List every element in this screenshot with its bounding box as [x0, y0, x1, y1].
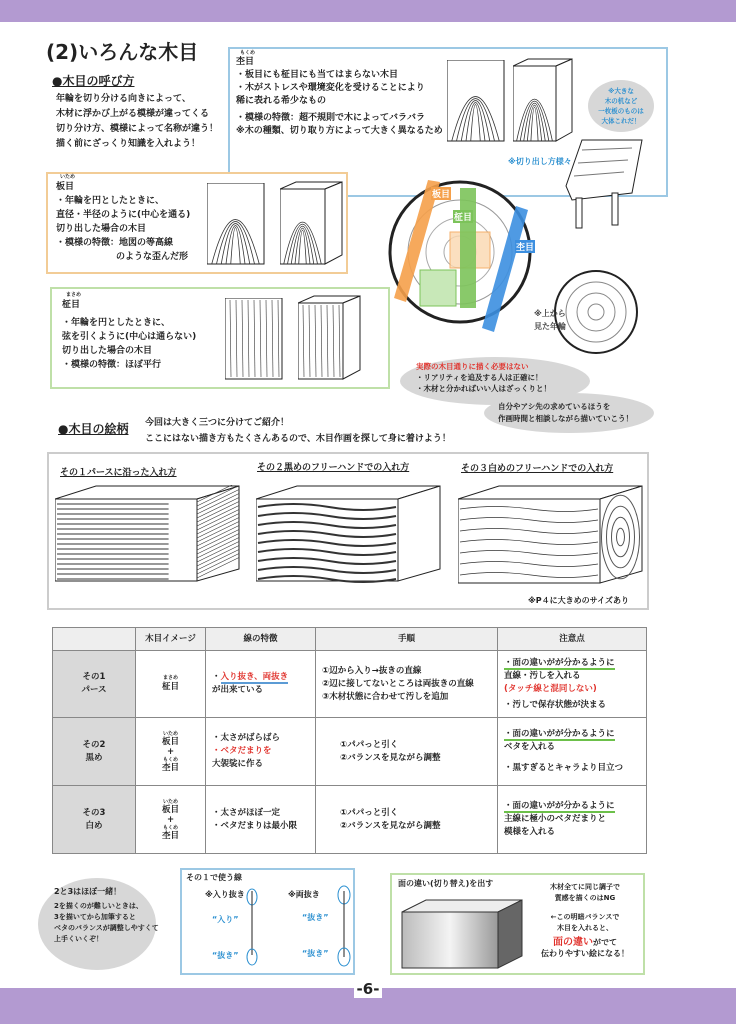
line-types-title: その１で使う線 — [186, 873, 242, 882]
table-row: その3 白め いため 板目 + もくめ 杢目 ・太さがほぼ一定 ・ベタだまりは最小限 ①パパっと引く ②バランスを見ながら調整 ・面の違いがが分かるように 主線に極小のベタだまりと 模様を入れる — [53, 786, 647, 854]
example-1-label: その１パースに沿った入れ方 — [60, 468, 177, 478]
masame-cut — [460, 188, 476, 308]
masame-block-front — [225, 298, 283, 380]
table-row: その2 黒め いため 板目 + もくめ 杢目 ・太さがばらばら ・ベタだまりを 大袈裟に作る ①パパっと引く ②バランスを見ながら調整 ・面の違いがが分かるように ベタを入れる ・黒すぎるとキャラより目立つ — [53, 718, 647, 786]
log-label-masame: 柾目 — [453, 210, 473, 223]
nuki-label: “抜き” — [212, 951, 239, 960]
nuki-top-label: “抜き” — [302, 913, 329, 922]
section-heading-patterns: ●木目の絵柄 — [58, 422, 129, 436]
block-front-face — [458, 499, 600, 583]
patterns-intro: 今回は大きく三つに分けてご紹介！ ここにはない描き方もたくさんあるので、木目作画を探して身に着けよう！ — [145, 418, 451, 444]
block-side-face — [325, 182, 342, 264]
example-2-block — [256, 485, 441, 583]
itame-block-front — [207, 183, 265, 265]
mokume-bubble: ※大きな 木の机など 一枚板のものは 大体これだ！ — [588, 80, 654, 132]
example-3-block — [458, 485, 643, 585]
itame-block-persp — [280, 181, 343, 265]
page-number: -6- — [0, 980, 736, 998]
advice-bubble: 自分やアシ先の求めているほうを 作画時間と相談しながら描いていこう！ — [484, 393, 654, 433]
face-box-title: 面の違い(切り替え)を出す — [398, 879, 494, 888]
iri-nuki-label: ※入り抜き — [205, 890, 245, 899]
masame-square-cut — [420, 270, 456, 306]
accuracy-bubble: 実際の木目通りに描く必要はない ・リアリティを追及する人は正確に！ ・木材と分かればいい人はざっくりと！ — [400, 357, 590, 405]
table-row: その1 パース まさめ 柾目 ・入り抜き、両抜き が出来ている ①辺から入り→抜きの直線 ②辺に接してないところは両抜きの直線 ③木材状態に合わせて汚しを追加 ・面の違いがが分かるように 直線・汚しを入れる (タッチ線と混同しない) ・汚しで保存状態が決まる — [53, 651, 647, 718]
stroke-diagram — [240, 885, 360, 970]
top-bar — [0, 0, 736, 22]
masame-block-persp — [298, 295, 361, 380]
larger-size-note: ※P４に大きめのサイズあり — [528, 596, 629, 605]
tip-bubble: 2と3はほぼ一緒！ 2を描くのが難しいときは、 3を描いてから加筆すると ベタのバランスが調整しやすくて 上手くいくぞ！ — [38, 878, 156, 970]
mokume-text: もくめ 杢目 ・板目にも柾目にも当てはまらない木目 ・木がストレスや環境変化を受けることにより 稀に表れる希少なもの ・模様の特徴：超不規則で木によってバラバラ ※木の種類、切り取り方によって大きく異なるため — [236, 50, 443, 136]
cut-note: ※切り出し方様々 — [508, 157, 572, 166]
block-side-face — [343, 296, 360, 379]
mokume-block-persp — [513, 58, 573, 142]
top-view-label: ※上から 見た年輪 — [534, 309, 566, 331]
table-illustration — [562, 138, 648, 233]
log-label-itame: 板目 — [431, 187, 451, 200]
page-title: (2)いろんな木目 — [46, 40, 199, 64]
iri-label: “入り” — [212, 915, 239, 924]
log-label-mokume: 杢目 — [515, 240, 535, 253]
ryonuki-label: ※両抜き — [288, 890, 320, 899]
block-side-face — [556, 59, 572, 141]
comparison-table: 木目イメージ 線の特徴 手順 注意点 その1 パース まさめ 柾目 ・入り抜き、両抜き が出来ている ①辺から入り→抜きの直線 ②辺に接してないところは両抜きの直線 ③木材状態に合わせて汚しを追加 ・面の違いがが分かるように 直線・汚しを入れる (タッチ線と混同しない) ・汚しで保存状態が決まる その2 黒め いため 板目 + もくめ 杢目 ・太さがばらばら ・ベタだまりを 大袈裟に作る ①パパっと引く ②バランスを見ながら調整 ・面の違いがが分かるように ベタを入れる ・黒すぎるとキャラより目立つ その3 白め いため 板目 + もくめ 杢目 ・太さがほぼ一定 ・ベタだまりは最小限 ①パパっと引く ②バランスを見ながら調整 ・面の違いがが分かるように 主線に極小のベタだまりと 模様を入れる — [52, 627, 647, 854]
masame-text: まさめ 柾目 ・年輪を円としたときに、 弦を引くように(中心は通らない) 切り出した場合の木目 ・模様の特徴：ほぼ平行 — [62, 292, 197, 370]
example-1-block — [55, 485, 240, 583]
block-front-face — [225, 298, 282, 379]
itame-text: いため 板目 ・年輪を円としたときに、 直径・半径のように(中心を通る) 切り出した場合の木目 ・模様の特徴：地図の等高線 のような歪んだ形 — [56, 174, 191, 262]
nuki-bottom-label: “抜き” — [302, 949, 329, 958]
block-front-face — [298, 303, 343, 379]
shaded-cube — [398, 898, 526, 970]
example-3-label: その３白めのフリーハンドでの入れ方 — [461, 464, 614, 474]
block-side-face — [398, 486, 440, 581]
section-heading-names: ●木目の呼び方 — [52, 74, 135, 88]
mokume-block-front — [447, 60, 505, 142]
face-box-text: 木材全てに同じ調子で 質感を描くのはNG ←この明暗バランスで 木目を入れると、 面の違いがでて 伝わりやすい絵になる！ — [541, 883, 629, 958]
intro-text: 年輪を切り分ける向きによって、 木材に浮かび上がる模様が違ってくる 切り分け方、模様によって名称が違う！ 描く前にざっくり知識を入れよう！ — [56, 94, 219, 149]
example-2-label: その２黒めのフリーハンドでの入れ方 — [257, 463, 410, 473]
